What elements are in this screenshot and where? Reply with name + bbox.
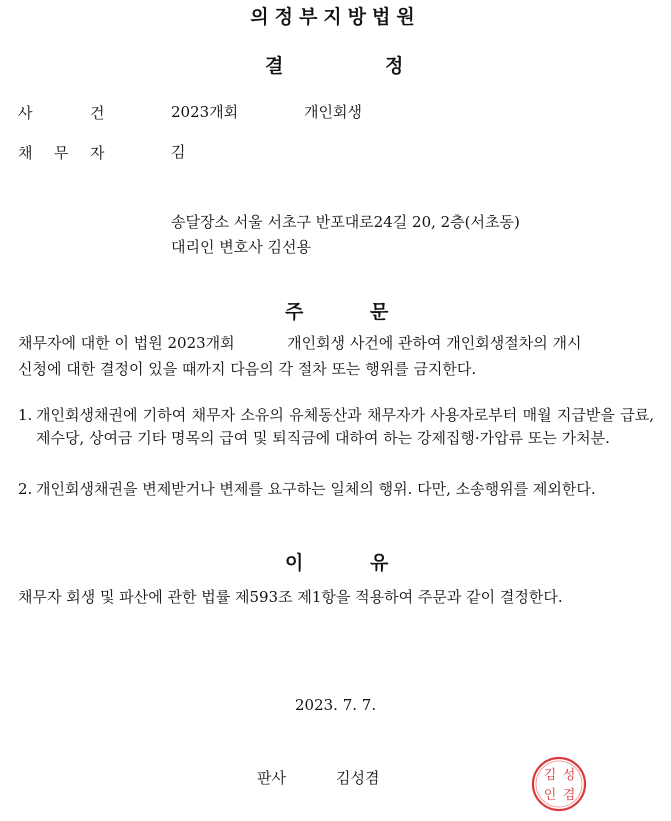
order-item-number: 1.: [18, 406, 33, 424]
legal-agent: 대리인 변호사 김선용: [171, 238, 311, 256]
svg-text:김: 김: [543, 768, 557, 783]
svg-text:겸: 겸: [562, 788, 576, 803]
debtor-label-char2: 무: [54, 144, 69, 162]
debtor-label-char1: 채: [18, 144, 33, 162]
reason-heading-char1: 이: [285, 552, 304, 574]
svg-text:인: 인: [543, 788, 557, 803]
order-item-text: 개인회생채권을 변제받거나 변제를 요구하는 일체의 행위. 다만, 소송행위를 제외한다.: [36, 480, 596, 498]
case-name: 개인회생: [304, 103, 362, 121]
svg-text:성: 성: [562, 768, 576, 783]
reason-heading-char2: 유: [370, 552, 389, 574]
court-seal-stamp-icon: [530, 755, 588, 813]
debtor-label-char3: 자: [90, 144, 105, 162]
order-item-text: 개인회생채권에 기하여 채무자 소유의 유체동산과 채무자가 사용자로부터 매월 지급받을 급료, 제수당, 상여금 기타 명목의 급여 및 퇴직금에 대하여 하는 강제집행·가압류 또는 가처분.: [36, 406, 654, 447]
debtor-name: 김: [171, 143, 186, 161]
document-title-part1: 결: [265, 55, 284, 77]
service-address: 송달장소 서울 서초구 반포대로24길 20, 2층(서초동): [171, 213, 520, 231]
case-label-char1: 사: [18, 104, 33, 122]
decision-date: 2023. 7. 7.: [295, 696, 377, 714]
order-item-2: [18, 478, 640, 524]
order-heading-char1: 주: [285, 301, 304, 323]
court-name: 의정부지방법원: [250, 6, 421, 28]
order-heading-char2: 문: [370, 301, 389, 323]
reason-text: 채무자 회생 및 파산에 관한 법률 제593조 제1항을 적용하여 주문과 같이 결정한다.: [18, 588, 563, 606]
case-number: 2023개회: [171, 103, 239, 121]
order-item-number: 2.: [18, 480, 33, 498]
document-title-part2: 정: [385, 55, 404, 77]
judge-name: 김성겸: [336, 769, 380, 787]
case-label-char2: 건: [90, 104, 105, 122]
order-paragraph-line1: 채무자에 대한 이 법원 2023개회 개인회생 사건에 관하여 개인회생절차의 개시: [18, 334, 582, 352]
order-item-1: [18, 404, 654, 474]
judge-title: 판사: [257, 769, 286, 787]
order-paragraph-line2: 신청에 대한 결정이 있을 때까지 다음의 각 절차 또는 행위를 금지한다.: [18, 360, 477, 378]
